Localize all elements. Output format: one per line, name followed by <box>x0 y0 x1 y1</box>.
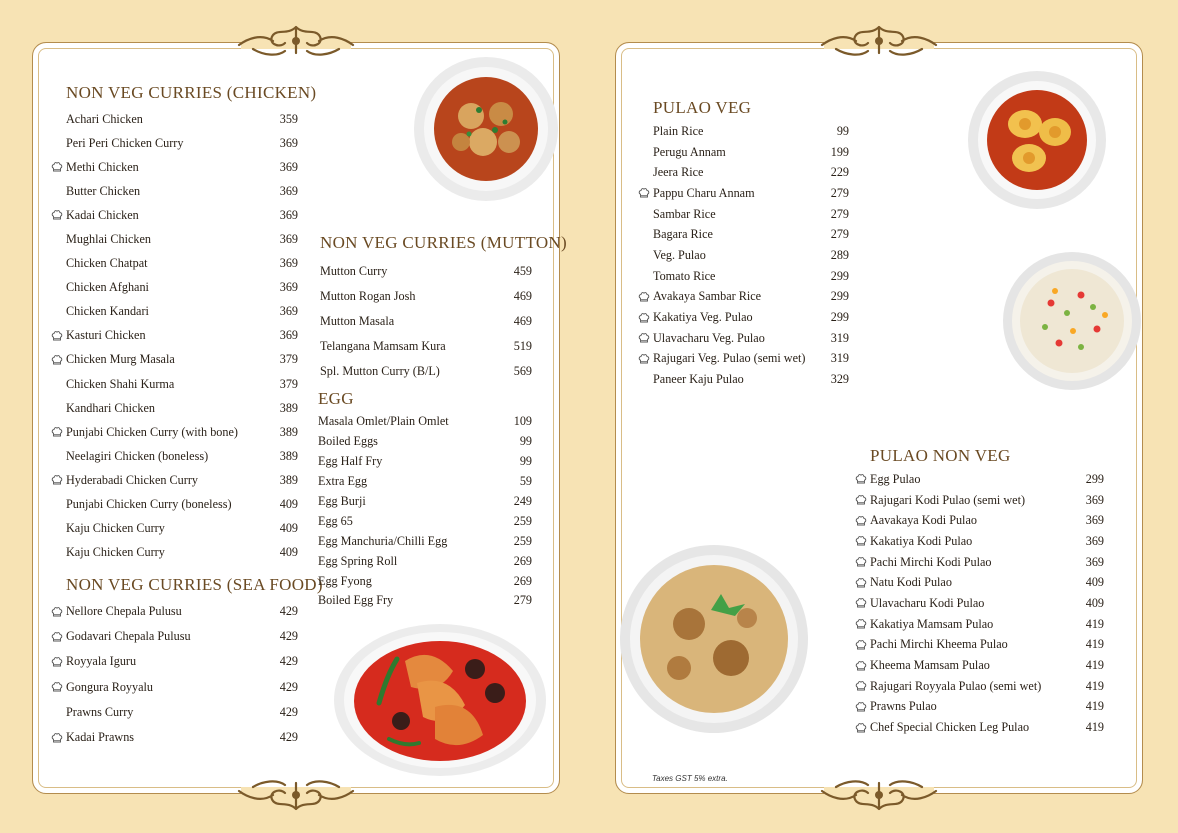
menu-item <box>870 572 1104 593</box>
menu-item <box>320 359 532 384</box>
menu-item <box>318 531 532 551</box>
menu-item <box>66 420 298 444</box>
menu-item-name: Egg Fyong <box>318 573 372 588</box>
menu-item-price: 409 <box>1085 595 1104 610</box>
menu-item-name: Punjabi Chicken Curry (with bone) <box>66 424 238 439</box>
menu-item-name: Kadai Chicken <box>66 207 139 222</box>
egg-curry-photo <box>967 70 1107 210</box>
menu-item <box>653 287 849 308</box>
menu-item-name: Egg Spring Roll <box>318 553 398 568</box>
menu-item-price: 569 <box>513 364 532 378</box>
menu-item-price: 369 <box>279 256 298 271</box>
menu-item-name: Mutton Curry <box>320 264 388 278</box>
menu-item <box>318 551 532 571</box>
chef-hat-icon <box>51 732 63 744</box>
menu-item-price: 329 <box>830 372 849 387</box>
chef-hat-icon <box>855 515 867 527</box>
menu-item-name: Chicken Murg Masala <box>66 352 175 367</box>
chef-hat-icon <box>51 474 63 486</box>
chef-hat-icon <box>51 330 63 342</box>
menu-item-name: Mutton Rogan Josh <box>320 289 416 303</box>
menu-item-name: Egg Manchuria/Chilli Egg <box>318 533 448 548</box>
chef-hat-icon <box>51 354 63 366</box>
section-title: PULAO NON VEG <box>870 446 1011 465</box>
section-mutton <box>320 233 567 384</box>
menu-item-price: 299 <box>830 310 849 325</box>
menu-item-name: Kadai Prawns <box>66 730 135 745</box>
menu-item-price: 229 <box>830 165 849 180</box>
menu-item <box>66 444 298 468</box>
chef-hat-icon <box>638 353 650 365</box>
menu-item <box>320 259 532 284</box>
section-title: NON VEG CURRIES (CHICKEN) <box>66 83 317 102</box>
menu-item-name: Ulavacharu Veg. Pulao <box>653 330 765 345</box>
menu-item <box>653 349 849 370</box>
menu-item-name: Jeera Rice <box>653 165 704 180</box>
menu-item <box>66 348 298 372</box>
menu-item-price: 469 <box>513 289 532 303</box>
menu-item-name: Kakatiya Kodi Pulao <box>870 533 973 548</box>
menu-item-price: 419 <box>1085 699 1104 714</box>
menu-item-price: 379 <box>279 352 298 367</box>
menu-item <box>66 252 298 276</box>
menu-item <box>318 511 532 531</box>
menu-item-price: 429 <box>279 629 298 644</box>
menu-item-name: Egg Pulao <box>870 471 921 486</box>
menu-item-name: Egg Half Fry <box>318 454 383 469</box>
menu-item <box>870 469 1104 490</box>
menu-item-price: 419 <box>1085 720 1104 735</box>
menu-item-price: 99 <box>836 123 849 138</box>
menu-item <box>66 493 298 517</box>
menu-item-name: Kheema Mamsam Pulao <box>870 658 990 673</box>
menu-item-price: 409 <box>279 497 298 512</box>
chef-hat-icon <box>638 187 650 199</box>
menu-item-price: 369 <box>279 328 298 343</box>
menu-item-price: 409 <box>279 545 298 560</box>
menu-item-name: Perugu Annam <box>653 144 726 159</box>
menu-item <box>653 266 849 287</box>
menu-item <box>66 324 298 348</box>
menu-item-price: 99 <box>519 454 532 469</box>
menu-item-price: 369 <box>279 159 298 174</box>
menu-item-price: 299 <box>830 268 849 283</box>
section-chicken <box>66 83 317 565</box>
menu-item <box>870 531 1104 552</box>
menu-item-price: 279 <box>830 206 849 221</box>
menu-item <box>870 717 1104 738</box>
menu-item-name: Chicken Afghani <box>66 280 149 295</box>
menu-item-price: 429 <box>279 704 298 719</box>
flourish-ornament-icon <box>816 21 942 61</box>
menu-item-name: Pachi Mirchi Kodi Pulao <box>870 554 992 569</box>
menu-item <box>66 624 298 649</box>
menu-item <box>66 131 298 155</box>
menu-item-price: 389 <box>279 472 298 487</box>
menu-item <box>66 468 298 492</box>
menu-item <box>66 372 298 396</box>
menu-item-name: Egg Burji <box>318 494 366 508</box>
menu-item-price: 359 <box>279 111 298 126</box>
menu-item-price: 279 <box>830 227 849 242</box>
section-egg <box>318 389 532 611</box>
menu-item <box>870 676 1104 697</box>
chef-hat-icon <box>855 494 867 506</box>
menu-item <box>318 412 532 432</box>
menu-item <box>653 142 849 163</box>
menu-item-name: Mutton Masala <box>320 314 395 328</box>
menu-item-name: Nellore Chepala Pulusu <box>66 604 182 619</box>
menu-item-price: 289 <box>830 247 849 262</box>
menu-item <box>870 655 1104 676</box>
menu-item-price: 199 <box>830 144 849 159</box>
chef-hat-icon <box>51 426 63 438</box>
chef-hat-icon <box>51 161 63 173</box>
menu-item-name: Achari Chicken <box>66 111 143 126</box>
menu-item-name: Kandhari Chicken <box>66 400 156 415</box>
menu-item <box>320 334 532 359</box>
menu-item-name: Veg. Pulao <box>653 247 706 262</box>
menu-item <box>66 649 298 674</box>
chef-hat-icon <box>855 618 867 630</box>
section-title: EGG <box>318 389 354 408</box>
menu-item-name: Butter Chicken <box>66 183 141 198</box>
section-title: NON VEG CURRIES (SEA FOOD) <box>66 575 323 594</box>
chicken-curry-photo <box>413 56 559 202</box>
menu-item-price: 419 <box>1085 616 1104 631</box>
menu-item-name: Pachi Mirchi Kheema Pulao <box>870 637 1008 652</box>
menu-item-price: 369 <box>279 183 298 198</box>
biryani-photo <box>619 540 809 738</box>
flourish-ornament-icon <box>233 21 359 61</box>
menu-item-price: 299 <box>1085 471 1104 486</box>
menu-item <box>870 490 1104 511</box>
menu-item-price: 369 <box>279 304 298 319</box>
menu-item-price: 249 <box>513 494 532 508</box>
chef-hat-icon <box>638 312 650 324</box>
section-seafood <box>66 575 323 750</box>
menu-item-price: 109 <box>513 414 532 429</box>
menu-item-name: Extra Egg <box>318 474 368 489</box>
menu-item-price: 459 <box>513 264 532 278</box>
menu-item <box>66 700 298 725</box>
menu-item-name: Pappu Charu Annam <box>653 185 755 200</box>
menu-item-price: 369 <box>1085 554 1104 569</box>
menu-item-name: Methi Chicken <box>66 159 139 174</box>
menu-item-name: Chicken Chatpat <box>66 256 148 271</box>
menu-item-price: 429 <box>279 730 298 745</box>
chef-hat-icon <box>51 209 63 221</box>
section-title: NON VEG CURRIES (MUTTON) <box>320 233 567 252</box>
menu-item <box>318 492 532 512</box>
menu-item-name: Punjabi Chicken Curry (boneless) <box>66 497 232 512</box>
menu-item-price: 369 <box>279 207 298 222</box>
menu-item-name: Chef Special Chicken Leg Pulao <box>870 720 1030 735</box>
menu-item-price: 429 <box>279 604 298 619</box>
menu-list <box>320 259 532 384</box>
section-pulao-veg <box>653 98 849 390</box>
menu-item-name: Kakatiya Mamsam Pulao <box>870 616 994 631</box>
menu-item-price: 429 <box>279 654 298 669</box>
menu-item-name: Aavakaya Kodi Pulao <box>870 513 977 528</box>
chef-hat-icon <box>855 722 867 734</box>
menu-item <box>870 552 1104 573</box>
menu-list <box>318 412 532 611</box>
menu-item-name: Rajugari Veg. Pulao (semi wet) <box>653 351 806 366</box>
menu-item <box>653 307 849 328</box>
menu-item-name: Kakatiya Veg. Pulao <box>653 310 753 325</box>
menu-item <box>653 121 849 142</box>
menu-item-price: 379 <box>279 376 298 391</box>
menu-item <box>653 369 849 390</box>
menu-item-price: 279 <box>513 593 532 608</box>
menu-item-price: 59 <box>519 474 532 489</box>
menu-item <box>318 571 532 591</box>
menu-item-name: Prawns Pulao <box>870 699 937 714</box>
chef-hat-icon <box>855 639 867 651</box>
menu-item-name: Kaju Chicken Curry <box>66 521 165 536</box>
flourish-ornament-icon <box>816 775 942 815</box>
menu-item-price: 269 <box>513 553 532 568</box>
menu-item-price: 519 <box>513 339 532 353</box>
menu-item-name: Mughlai Chicken <box>66 232 151 247</box>
chef-hat-icon <box>855 535 867 547</box>
menu-item <box>653 183 849 204</box>
menu-item <box>66 107 298 131</box>
chef-hat-icon <box>855 597 867 609</box>
menu-item <box>66 541 298 565</box>
menu-list <box>66 107 298 565</box>
veg-pulao-photo <box>1001 251 1143 391</box>
menu-item-name: Natu Kodi Pulao <box>870 575 952 590</box>
menu-item-price: 259 <box>513 513 532 528</box>
chef-hat-icon <box>51 631 63 643</box>
menu-item-name: Neelagiri Chicken (boneless) <box>66 448 209 463</box>
menu-item <box>66 179 298 203</box>
chef-hat-icon <box>51 656 63 668</box>
menu-item <box>66 227 298 251</box>
menu-item <box>318 591 532 611</box>
menu-item-price: 299 <box>830 289 849 304</box>
menu-item-name: Egg 65 <box>318 513 353 528</box>
fish-curry-photo <box>331 621 549 779</box>
menu-item-name: Godavari Chepala Pulusu <box>66 629 191 644</box>
menu-item-name: Boiled Eggs <box>318 434 378 449</box>
menu-item-name: Boiled Egg Fry <box>318 593 394 608</box>
menu-list <box>66 599 298 750</box>
menu-item-price: 419 <box>1085 658 1104 673</box>
menu-item <box>318 452 532 472</box>
menu-item-price: 369 <box>1085 513 1104 528</box>
menu-list <box>870 469 1104 738</box>
menu-item <box>870 510 1104 531</box>
menu-item-price: 389 <box>279 448 298 463</box>
menu-item <box>66 396 298 420</box>
chef-hat-icon <box>51 606 63 618</box>
menu-item <box>66 203 298 227</box>
menu-item-price: 369 <box>1085 492 1104 507</box>
chef-hat-icon <box>855 556 867 568</box>
menu-item-price: 389 <box>279 400 298 415</box>
menu-item-name: Prawns Curry <box>66 704 134 719</box>
menu-item <box>320 309 532 334</box>
menu-item <box>653 245 849 266</box>
menu-item-name: Hyderabadi Chicken Curry <box>66 472 198 487</box>
menu-item-name: Masala Omlet/Plain Omlet <box>318 414 449 429</box>
menu-item-price: 319 <box>830 330 849 345</box>
chef-hat-icon <box>855 701 867 713</box>
menu-item <box>318 432 532 452</box>
menu-item-price: 469 <box>513 314 532 328</box>
menu-item-price: 429 <box>279 679 298 694</box>
menu-item-price: 389 <box>279 424 298 439</box>
menu-item-name: Paneer Kaju Pulao <box>653 372 744 387</box>
menu-item-price: 279 <box>830 185 849 200</box>
menu-item <box>870 697 1104 718</box>
menu-item-name: Rajugari Royyala Pulao (semi wet) <box>870 678 1042 693</box>
menu-item <box>66 300 298 324</box>
menu-item-price: 409 <box>279 521 298 536</box>
chef-hat-icon <box>855 473 867 485</box>
flourish-ornament-icon <box>233 775 359 815</box>
taxes-note: Taxes GST 5% extra. <box>652 774 728 783</box>
menu-item-name: Kaju Chicken Curry <box>66 545 165 560</box>
menu-item-price: 269 <box>513 573 532 588</box>
menu-item <box>320 284 532 309</box>
menu-item-name: Chicken Kandari <box>66 304 149 319</box>
menu-item-price: 259 <box>513 533 532 548</box>
menu-item-price: 419 <box>1085 678 1104 693</box>
menu-item <box>66 599 298 624</box>
menu-item <box>653 224 849 245</box>
menu-item-name: Bagara Rice <box>653 227 713 242</box>
menu-item <box>870 614 1104 635</box>
menu-item-price: 99 <box>519 434 532 449</box>
menu-item <box>653 162 849 183</box>
chef-hat-icon <box>855 577 867 589</box>
menu-item-name: Ulavacharu Kodi Pulao <box>870 595 985 610</box>
chef-hat-icon <box>638 291 650 303</box>
section-title: PULAO VEG <box>653 98 752 117</box>
menu-list <box>653 121 849 390</box>
menu-item-name: Telangana Mamsam Kura <box>320 339 446 353</box>
menu-item <box>653 204 849 225</box>
menu-item <box>66 675 298 700</box>
menu-page-left <box>32 42 567 794</box>
menu-item-name: Gongura Royyalu <box>66 679 153 694</box>
menu-item-name: Peri Peri Chicken Curry <box>66 135 184 150</box>
menu-item-price: 369 <box>279 280 298 295</box>
menu-item-name: Plain Rice <box>653 123 704 138</box>
menu-item-price: 319 <box>830 351 849 366</box>
menu-item-name: Rajugari Kodi Pulao (semi wet) <box>870 492 1026 507</box>
menu-item <box>66 276 298 300</box>
chef-hat-icon <box>51 681 63 693</box>
menu-item-price: 419 <box>1085 637 1104 652</box>
menu-item <box>870 635 1104 656</box>
menu-item-price: 369 <box>279 232 298 247</box>
chef-hat-icon <box>638 332 650 344</box>
menu-item <box>66 517 298 541</box>
menu-item <box>870 593 1104 614</box>
menu-page-right <box>615 42 1143 794</box>
menu-item-price: 409 <box>1085 575 1104 590</box>
menu-item-name: Tomato Rice <box>653 268 716 283</box>
menu-item-price: 369 <box>279 135 298 150</box>
menu-item-name: Royyala Iguru <box>66 654 137 669</box>
chef-hat-icon <box>855 660 867 672</box>
menu-item-name: Chicken Shahi Kurma <box>66 376 175 391</box>
menu-item <box>66 155 298 179</box>
menu-item <box>653 328 849 349</box>
menu-item <box>66 725 298 750</box>
menu-item-name: Kasturi Chicken <box>66 328 146 343</box>
menu-item-name: Avakaya Sambar Rice <box>653 289 762 304</box>
menu-item-price: 369 <box>1085 533 1104 548</box>
menu-item <box>318 472 532 492</box>
menu-item-name: Spl. Mutton Curry (B/L) <box>320 364 440 378</box>
chef-hat-icon <box>855 680 867 692</box>
menu-item-name: Sambar Rice <box>653 206 716 221</box>
section-pulao-nonveg <box>870 446 1104 738</box>
